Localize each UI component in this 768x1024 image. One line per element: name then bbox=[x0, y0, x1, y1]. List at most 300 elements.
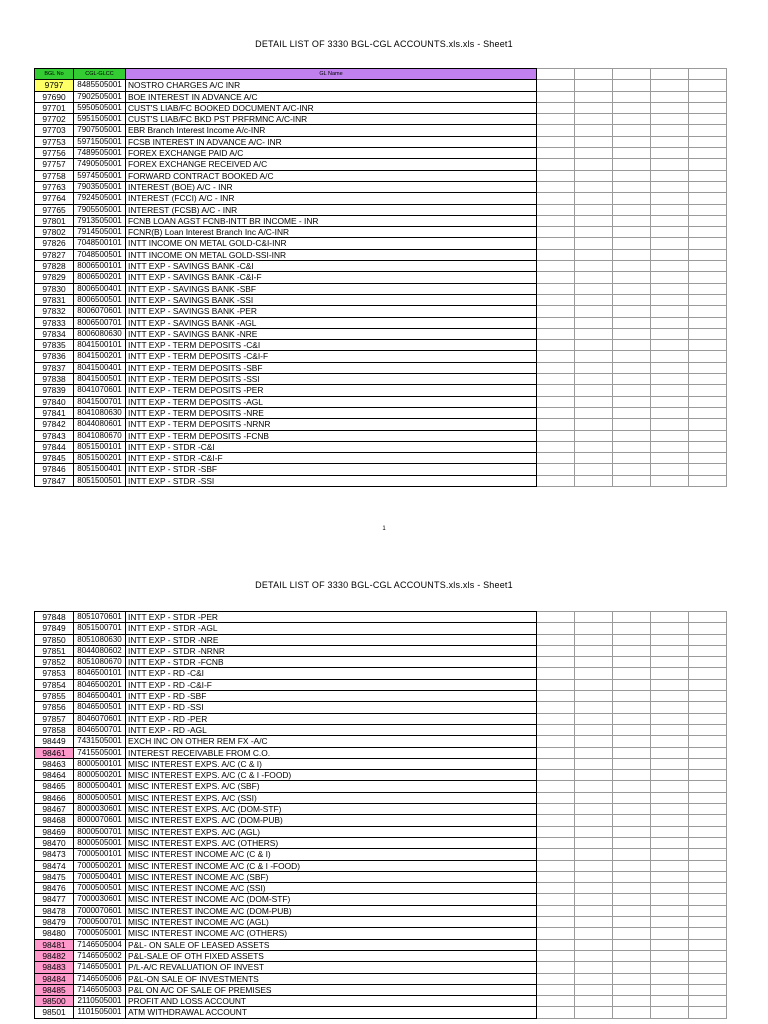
empty-cell bbox=[613, 441, 651, 452]
gl-name-cell: INTT EXP - SAVINGS BANK -NRE bbox=[126, 328, 537, 339]
empty-cell bbox=[651, 612, 689, 623]
gl-name-cell: INTT EXP - TERM DEPOSITS -C&I bbox=[126, 340, 537, 351]
empty-cell bbox=[689, 204, 727, 215]
gl-name-cell: MISC INTEREST INCOME A/C (SSI) bbox=[126, 883, 537, 894]
empty-cell bbox=[651, 102, 689, 113]
table-row bbox=[35, 781, 727, 792]
empty-cell bbox=[651, 702, 689, 713]
empty-cell bbox=[537, 80, 575, 91]
empty-cell bbox=[651, 984, 689, 995]
empty-cell bbox=[613, 747, 651, 758]
empty-cell bbox=[651, 340, 689, 351]
table-row bbox=[35, 306, 727, 317]
table-row bbox=[35, 883, 727, 894]
empty-cell bbox=[689, 159, 727, 170]
empty-cell bbox=[689, 747, 727, 758]
empty-cell bbox=[689, 871, 727, 882]
empty-cell bbox=[537, 747, 575, 758]
bgl-cell: 97854 bbox=[35, 679, 74, 690]
empty-cell bbox=[537, 475, 575, 486]
empty-cell bbox=[537, 340, 575, 351]
empty-cell bbox=[651, 80, 689, 91]
empty-cell bbox=[575, 430, 613, 441]
empty-cell bbox=[689, 249, 727, 260]
cgl-cell: 8044080601 bbox=[74, 419, 126, 430]
empty-cell bbox=[537, 871, 575, 882]
gl-name-cell: MISC INTEREST EXPS. A/C (DOM-PUB) bbox=[126, 815, 537, 826]
cgl-cell: 8006500101 bbox=[74, 261, 126, 272]
empty-cell bbox=[613, 215, 651, 226]
empty-cell bbox=[689, 148, 727, 159]
empty-cell bbox=[613, 227, 651, 238]
empty-cell bbox=[651, 125, 689, 136]
empty-cell bbox=[689, 804, 727, 815]
empty-cell bbox=[537, 736, 575, 747]
empty-cell bbox=[575, 464, 613, 475]
empty-cell bbox=[575, 747, 613, 758]
empty-cell bbox=[575, 792, 613, 803]
empty-cell bbox=[575, 102, 613, 113]
bgl-cell: 98476 bbox=[35, 883, 74, 894]
gl-name-cell: FCNR(B) Loan Interest Branch Inc A/C-INR bbox=[126, 227, 537, 238]
empty-cell bbox=[651, 453, 689, 464]
empty-cell bbox=[651, 159, 689, 170]
cgl-cell: 7000500701 bbox=[74, 917, 126, 928]
gl-name-cell: INTT INCOME ON METAL GOLD-C&I-INR bbox=[126, 238, 537, 249]
empty-cell bbox=[575, 781, 613, 792]
empty-cell bbox=[537, 883, 575, 894]
empty-cell bbox=[689, 407, 727, 418]
table-row bbox=[35, 261, 727, 272]
empty-cell bbox=[537, 792, 575, 803]
empty-cell bbox=[537, 317, 575, 328]
empty-cell bbox=[613, 80, 651, 91]
empty-cell bbox=[613, 894, 651, 905]
empty-cell bbox=[651, 272, 689, 283]
gl-name-cell: INTT EXP - SAVINGS BANK -SBF bbox=[126, 283, 537, 294]
empty-cell bbox=[613, 419, 651, 430]
bgl-cell: 97702 bbox=[35, 114, 74, 125]
gl-name-cell: INTT EXP - TERM DEPOSITS -NRNR bbox=[126, 419, 537, 430]
empty-cell bbox=[613, 340, 651, 351]
bgl-cell: 97846 bbox=[35, 464, 74, 475]
empty-cell bbox=[537, 939, 575, 950]
empty-cell bbox=[689, 894, 727, 905]
empty-cell bbox=[613, 102, 651, 113]
empty-cell bbox=[651, 623, 689, 634]
empty-cell bbox=[651, 657, 689, 668]
empty-cell bbox=[651, 950, 689, 961]
bgl-cell: 98479 bbox=[35, 917, 74, 928]
empty-cell bbox=[651, 634, 689, 645]
bgl-cell: 98470 bbox=[35, 837, 74, 848]
table-row bbox=[35, 249, 727, 260]
bgl-cell: 98463 bbox=[35, 758, 74, 769]
empty-cell bbox=[537, 634, 575, 645]
bgl-cell: 97832 bbox=[35, 306, 74, 317]
cgl-cell: 8041080630 bbox=[74, 407, 126, 418]
empty-cell bbox=[689, 758, 727, 769]
table-row bbox=[35, 928, 727, 939]
bgl-cell: 97802 bbox=[35, 227, 74, 238]
empty-cell bbox=[537, 1007, 575, 1018]
cgl-cell: 7905505001 bbox=[74, 204, 126, 215]
empty-cell bbox=[651, 883, 689, 894]
table-row bbox=[35, 317, 727, 328]
empty-cell bbox=[575, 928, 613, 939]
empty-cell bbox=[575, 860, 613, 871]
gl-name-cell: INTT EXP - TERM DEPOSITS -AGL bbox=[126, 396, 537, 407]
empty-cell bbox=[613, 917, 651, 928]
table-row bbox=[35, 272, 727, 283]
cgl-cell: 7489505001 bbox=[74, 148, 126, 159]
bgl-cell: 97838 bbox=[35, 374, 74, 385]
bgl-cell: 97690 bbox=[35, 91, 74, 102]
cgl-cell: 8000500101 bbox=[74, 758, 126, 769]
bgl-cell: 97856 bbox=[35, 702, 74, 713]
empty-cell bbox=[575, 249, 613, 260]
empty-cell bbox=[651, 894, 689, 905]
empty-cell bbox=[613, 385, 651, 396]
empty-cell bbox=[613, 973, 651, 984]
bgl-cell: 98464 bbox=[35, 770, 74, 781]
empty-cell bbox=[651, 928, 689, 939]
empty-cell bbox=[651, 430, 689, 441]
cgl-cell: 7146505004 bbox=[74, 939, 126, 950]
cgl-cell: 8046500401 bbox=[74, 691, 126, 702]
cgl-cell: 8041500701 bbox=[74, 396, 126, 407]
table-row bbox=[35, 849, 727, 860]
empty-cell bbox=[613, 691, 651, 702]
table-row bbox=[35, 374, 727, 385]
empty-cell bbox=[613, 91, 651, 102]
empty-cell bbox=[651, 407, 689, 418]
table-row bbox=[35, 453, 727, 464]
bgl-cell: 97851 bbox=[35, 645, 74, 656]
empty-cell bbox=[575, 917, 613, 928]
empty-cell bbox=[575, 215, 613, 226]
empty-cell bbox=[613, 702, 651, 713]
table-row bbox=[35, 238, 727, 249]
empty-cell bbox=[651, 713, 689, 724]
empty-cell bbox=[689, 860, 727, 871]
empty-cell bbox=[575, 407, 613, 418]
gl-name-cell: MISC INTEREST EXPS. A/C (OTHERS) bbox=[126, 837, 537, 848]
empty-cell bbox=[613, 272, 651, 283]
gl-name-cell: INTT EXP - TERM DEPOSITS -FCNB bbox=[126, 430, 537, 441]
empty-cell bbox=[575, 69, 613, 80]
empty-cell bbox=[613, 928, 651, 939]
table-row bbox=[35, 362, 727, 373]
bgl-cell: 97801 bbox=[35, 215, 74, 226]
empty-cell bbox=[537, 170, 575, 181]
bgl-cell: 97753 bbox=[35, 136, 74, 147]
bgl-cell: 97853 bbox=[35, 668, 74, 679]
empty-cell bbox=[575, 894, 613, 905]
table-row bbox=[35, 724, 727, 735]
empty-cell bbox=[537, 193, 575, 204]
cgl-cell: 7048500101 bbox=[74, 238, 126, 249]
gl-name-cell: INTT EXP - SAVINGS BANK -C&I bbox=[126, 261, 537, 272]
empty-cell bbox=[613, 792, 651, 803]
empty-cell bbox=[575, 453, 613, 464]
empty-cell bbox=[689, 125, 727, 136]
cgl-cell: 5974505001 bbox=[74, 170, 126, 181]
empty-cell bbox=[613, 984, 651, 995]
empty-cell bbox=[689, 781, 727, 792]
empty-cell bbox=[537, 668, 575, 679]
empty-cell bbox=[537, 294, 575, 305]
empty-cell bbox=[651, 238, 689, 249]
page-title-repeat: DETAIL LIST OF 3330 BGL-CGL ACCOUNTS.xls.xls - Sheet1 bbox=[255, 580, 513, 590]
empty-cell bbox=[537, 973, 575, 984]
table-row bbox=[35, 871, 727, 882]
bgl-cell: 97855 bbox=[35, 691, 74, 702]
gl-name-cell: EXCH INC ON OTHER REM FX -A/C bbox=[126, 736, 537, 747]
empty-cell bbox=[613, 351, 651, 362]
bgl-cell: 97858 bbox=[35, 724, 74, 735]
empty-cell bbox=[689, 261, 727, 272]
gl-name-cell: INTT EXP - TERM DEPOSITS -NRE bbox=[126, 407, 537, 418]
cgl-cell: 8000500401 bbox=[74, 781, 126, 792]
empty-cell bbox=[651, 249, 689, 260]
table-row bbox=[35, 645, 727, 656]
table-row bbox=[35, 114, 727, 125]
cgl-cell: 7903505001 bbox=[74, 181, 126, 192]
empty-cell bbox=[575, 385, 613, 396]
gl-name-cell: MISC INTEREST EXPS. A/C (SBF) bbox=[126, 781, 537, 792]
gl-name-cell: MISC INTEREST INCOME A/C (AGL) bbox=[126, 917, 537, 928]
empty-cell bbox=[537, 826, 575, 837]
empty-cell bbox=[651, 91, 689, 102]
empty-cell bbox=[613, 905, 651, 916]
bgl-cell: 9797 bbox=[35, 80, 74, 91]
empty-cell bbox=[575, 623, 613, 634]
table-row bbox=[35, 125, 727, 136]
empty-cell bbox=[537, 691, 575, 702]
cgl-cell: 8046500101 bbox=[74, 668, 126, 679]
cgl-cell: 8051500501 bbox=[74, 475, 126, 486]
empty-cell bbox=[575, 883, 613, 894]
empty-cell bbox=[575, 645, 613, 656]
gl-name-cell: P&L ON A/C OF SALE OF PREMISES bbox=[126, 984, 537, 995]
empty-cell bbox=[651, 917, 689, 928]
gl-name-cell: INTT EXP - RD -PER bbox=[126, 713, 537, 724]
empty-cell bbox=[689, 612, 727, 623]
empty-cell bbox=[651, 227, 689, 238]
empty-cell bbox=[613, 374, 651, 385]
empty-cell bbox=[651, 724, 689, 735]
cgl-cell: 8041080670 bbox=[74, 430, 126, 441]
gl-name-cell: INTT EXP - STDR -PER bbox=[126, 612, 537, 623]
bgl-cell: 97857 bbox=[35, 713, 74, 724]
table-row bbox=[35, 973, 727, 984]
cgl-cell: 8006500701 bbox=[74, 317, 126, 328]
bgl-cell: 97830 bbox=[35, 283, 74, 294]
bgl-cell: 97831 bbox=[35, 294, 74, 305]
cgl-cell: 8000070601 bbox=[74, 815, 126, 826]
empty-cell bbox=[651, 996, 689, 1007]
column-header-bgl: BGL No bbox=[35, 69, 74, 80]
table-row bbox=[35, 691, 727, 702]
empty-cell bbox=[651, 396, 689, 407]
table-row bbox=[35, 837, 727, 848]
empty-cell bbox=[651, 679, 689, 690]
table-row bbox=[35, 939, 727, 950]
empty-cell bbox=[651, 475, 689, 486]
cgl-cell: 8006080630 bbox=[74, 328, 126, 339]
empty-cell bbox=[575, 871, 613, 882]
bgl-cell: 97833 bbox=[35, 317, 74, 328]
cgl-cell: 8046500201 bbox=[74, 679, 126, 690]
bgl-cell: 98482 bbox=[35, 950, 74, 961]
empty-cell bbox=[575, 283, 613, 294]
empty-cell bbox=[613, 804, 651, 815]
table-row bbox=[35, 962, 727, 973]
table-row bbox=[35, 475, 727, 486]
cgl-cell: 1101505001 bbox=[74, 1007, 126, 1018]
gl-name-cell: INTT EXP - RD -SBF bbox=[126, 691, 537, 702]
table-row bbox=[35, 396, 727, 407]
empty-cell bbox=[537, 860, 575, 871]
empty-cell bbox=[537, 114, 575, 125]
empty-cell bbox=[613, 736, 651, 747]
empty-cell bbox=[651, 69, 689, 80]
empty-cell bbox=[651, 351, 689, 362]
cgl-cell: 8046070601 bbox=[74, 713, 126, 724]
cgl-cell: 8006500401 bbox=[74, 283, 126, 294]
cgl-cell: 8051080630 bbox=[74, 634, 126, 645]
cgl-cell: 2110505001 bbox=[74, 996, 126, 1007]
empty-cell bbox=[537, 950, 575, 961]
empty-cell bbox=[575, 419, 613, 430]
empty-cell bbox=[537, 136, 575, 147]
cgl-cell: 5971505001 bbox=[74, 136, 126, 147]
empty-cell bbox=[651, 747, 689, 758]
empty-cell bbox=[537, 804, 575, 815]
empty-cell bbox=[689, 702, 727, 713]
bgl-cell: 97826 bbox=[35, 238, 74, 249]
empty-cell bbox=[689, 713, 727, 724]
bgl-cell: 98467 bbox=[35, 804, 74, 815]
cgl-cell: 8051070601 bbox=[74, 612, 126, 623]
table-row bbox=[35, 328, 727, 339]
empty-cell bbox=[651, 306, 689, 317]
gl-name-cell: INTT EXP - STDR -SSI bbox=[126, 475, 537, 486]
empty-cell bbox=[613, 170, 651, 181]
empty-cell bbox=[651, 204, 689, 215]
empty-cell bbox=[689, 385, 727, 396]
gl-name-cell: INTT EXP - STDR -C&I-F bbox=[126, 453, 537, 464]
gl-name-cell: INTT INCOME ON METAL GOLD-SSI-INR bbox=[126, 249, 537, 260]
empty-cell bbox=[651, 385, 689, 396]
empty-cell bbox=[613, 306, 651, 317]
empty-cell bbox=[651, 770, 689, 781]
table-row bbox=[35, 136, 727, 147]
empty-cell bbox=[651, 136, 689, 147]
empty-cell bbox=[537, 204, 575, 215]
empty-cell bbox=[613, 430, 651, 441]
empty-cell bbox=[575, 905, 613, 916]
empty-cell bbox=[689, 328, 727, 339]
empty-cell bbox=[651, 645, 689, 656]
empty-cell bbox=[689, 283, 727, 294]
bgl-cell: 97703 bbox=[35, 125, 74, 136]
empty-cell bbox=[537, 238, 575, 249]
column-header-cgl: CGL-GLCC bbox=[74, 69, 126, 80]
bgl-cell: 97757 bbox=[35, 159, 74, 170]
gl-name-cell: INTT EXP - RD -C&I-F bbox=[126, 679, 537, 690]
empty-cell bbox=[689, 962, 727, 973]
table-row bbox=[35, 80, 727, 91]
table-row bbox=[35, 441, 727, 452]
empty-cell bbox=[689, 102, 727, 113]
empty-cell bbox=[575, 125, 613, 136]
empty-cell bbox=[689, 396, 727, 407]
empty-cell bbox=[689, 883, 727, 894]
table-row bbox=[35, 758, 727, 769]
empty-cell bbox=[575, 962, 613, 973]
empty-cell bbox=[613, 249, 651, 260]
empty-cell bbox=[537, 713, 575, 724]
empty-cell bbox=[651, 181, 689, 192]
bgl-cell: 97843 bbox=[35, 430, 74, 441]
empty-cell bbox=[689, 193, 727, 204]
cgl-cell: 8000500701 bbox=[74, 826, 126, 837]
empty-cell bbox=[689, 91, 727, 102]
cgl-cell: 8000030601 bbox=[74, 804, 126, 815]
empty-cell bbox=[537, 441, 575, 452]
gl-name-cell: CUST'S LIAB/FC BOOKED DOCUMENT A/C-INR bbox=[126, 102, 537, 113]
table-row bbox=[35, 407, 727, 418]
empty-cell bbox=[613, 713, 651, 724]
bgl-cell: 98483 bbox=[35, 962, 74, 973]
empty-cell bbox=[613, 939, 651, 950]
empty-cell bbox=[613, 668, 651, 679]
empty-cell bbox=[575, 973, 613, 984]
page-number: 1 bbox=[382, 526, 386, 532]
empty-cell bbox=[651, 114, 689, 125]
empty-cell bbox=[575, 306, 613, 317]
cgl-cell: 8051500401 bbox=[74, 464, 126, 475]
cgl-cell: 7048500501 bbox=[74, 249, 126, 260]
empty-cell bbox=[537, 102, 575, 113]
empty-cell bbox=[537, 996, 575, 1007]
empty-cell bbox=[651, 419, 689, 430]
cgl-cell: 7000505001 bbox=[74, 928, 126, 939]
table-row bbox=[35, 950, 727, 961]
empty-cell bbox=[689, 736, 727, 747]
cgl-cell: 8485505001 bbox=[74, 80, 126, 91]
empty-cell bbox=[689, 374, 727, 385]
cgl-cell: 7000500501 bbox=[74, 883, 126, 894]
empty-cell bbox=[613, 883, 651, 894]
empty-cell bbox=[689, 238, 727, 249]
empty-cell bbox=[537, 181, 575, 192]
empty-cell bbox=[613, 396, 651, 407]
empty-cell bbox=[651, 441, 689, 452]
bgl-cell: 97828 bbox=[35, 261, 74, 272]
cgl-cell: 8041500201 bbox=[74, 351, 126, 362]
empty-cell bbox=[613, 283, 651, 294]
empty-cell bbox=[651, 849, 689, 860]
empty-cell bbox=[613, 125, 651, 136]
bgl-cell: 97842 bbox=[35, 419, 74, 430]
empty-cell bbox=[575, 475, 613, 486]
table-row bbox=[35, 430, 727, 441]
empty-cell bbox=[537, 758, 575, 769]
gl-name-cell: MISC INTEREST EXPS. A/C (C & I) bbox=[126, 758, 537, 769]
